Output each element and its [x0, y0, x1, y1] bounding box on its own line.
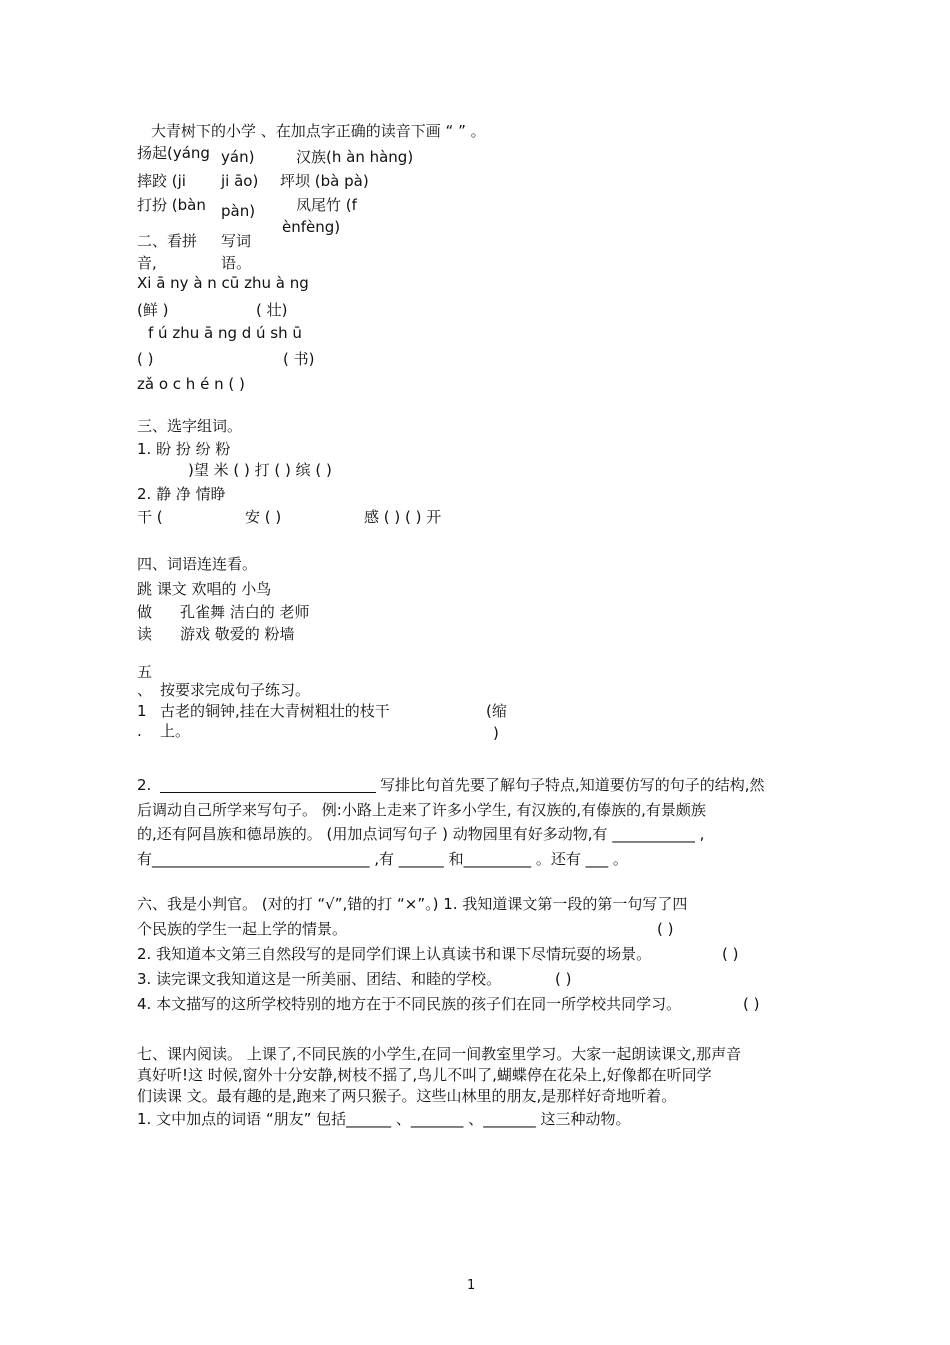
section-7-line-2: 真好听!这 时候,窗外十分安静,树枝不摇了,鸟儿不叫了,蝴蝶停在花朵上,好像都在听同学: [137, 1066, 712, 1084]
page-number: 1: [467, 1278, 476, 1293]
pinyin-row-2: f ú zhu ā ng d ú sh ū: [148, 324, 302, 342]
char-group-2-blank-b: 安 ( ): [245, 508, 282, 526]
section-2-title-c: 音,: [137, 254, 157, 272]
section-2-title-b: 写词: [221, 232, 252, 250]
section-7-line-3: 们读课 文。最有趣的是,跑来了两只猴子。这些山林里的朋友,是那样好奇地听着。: [137, 1087, 677, 1105]
q1-word-3: 摔跤 (ji: [137, 172, 186, 190]
answer-blank-2: ( 壮): [256, 301, 288, 319]
answer-blank-3: ( ): [137, 350, 154, 368]
q1-word-4: 坪坝 (bà pà): [280, 172, 369, 190]
char-group-1: 1. 盼 扮 纷 粉: [137, 440, 231, 458]
exercise-1-sentence-end: 上。: [160, 722, 191, 740]
section-6-line-4: 3. 读完课文我知道这是一所美丽、团结、和睦的学校。: [137, 970, 502, 988]
judge-blank-2: ( ): [722, 945, 739, 963]
q1-word-5: 打扮 (bàn: [137, 196, 206, 214]
char-group-1-blanks: )望 米 ( ) 打 ( ) 缤 ( ): [188, 461, 332, 479]
exercise-1-instruction-close: ): [493, 724, 499, 742]
char-group-2-blank-c: 感 ( ) ( ) 开: [364, 508, 442, 526]
section-6-line-5: 4. 本文描写的这所学校特别的地方在于不同民族的孩子们在同一所学校共同学习。: [137, 995, 682, 1013]
exercise-2-line-2: 后调动自己所学来写句子。 例:小路上走来了许多小学生, 有汉族的,有傣族的,有景颇族: [137, 801, 706, 819]
section-2-title-d: 语。: [221, 254, 252, 272]
section-6-line-1: 六、我是小判官。 (对的打 “√”,错的打 “×”。) 1. 我知道课文第一段的第一句写了四: [137, 895, 688, 913]
section-5-title: 按要求完成句子练习。: [160, 681, 311, 699]
exercise-1-dot: .: [137, 722, 142, 740]
exercise-2-line-4: 有_____________________________ ,有 ______ 和_________ 。还有 ___ 。: [137, 850, 628, 868]
judge-blank-4: ( ): [743, 995, 760, 1013]
match-row-2-words: 孔雀舞 洁白的 老师: [180, 603, 310, 621]
pinyin-row-3: zǎ o c h é n ( ): [137, 375, 245, 393]
section-2-title-a: 二、看拼: [137, 232, 198, 250]
exercise-2-line-1: 写排比句首先要了解句子特点,知道要仿写的句子的结构,然: [380, 776, 765, 794]
q1-word-6: 凤尾竹 (f: [296, 196, 357, 214]
q1-pinyin-5: pàn): [221, 202, 256, 220]
section-7-question-1: 1. 文中加点的词语 “朋友” 包括______ 、_______ 、_______ 这三种动物。: [137, 1110, 631, 1128]
exercise-2-answer-line: [160, 792, 376, 793]
match-row-3-verb: 读: [137, 625, 153, 643]
exercise-1-sentence: 古老的铜钟,挂在大青树粗壮的枝干: [160, 702, 390, 720]
char-group-2: 2. 静 净 情睁: [137, 485, 226, 503]
section-3-title: 三、选字组词。: [137, 417, 243, 435]
match-row-2-verb: 做: [137, 603, 153, 621]
judge-blank-3: ( ): [555, 970, 572, 988]
section-6-line-3: 2. 我知道本文第三自然段写的是同学们课上认真读书和课下尽情玩耍的场景。: [137, 945, 652, 963]
answer-blank-1: (鲜 ): [137, 301, 169, 319]
answer-blank-4: ( 书): [283, 350, 315, 368]
section-6-line-2: 个民族的学生一起上学的情景。: [137, 920, 348, 938]
q1-pinyin-3: ji āo): [221, 172, 259, 190]
judge-blank-1: ( ): [657, 920, 674, 938]
char-group-2-blank-a: 干 (: [137, 508, 163, 526]
exercise-1-instruction: (缩: [486, 702, 507, 720]
pinyin-row-1: Xi ā ny à n cū zhu à ng: [137, 274, 309, 292]
match-row-3-words: 游戏 敬爱的 粉墙: [180, 625, 295, 643]
q1-pinyin-1: yán): [221, 148, 255, 166]
section-7-line-1: 七、课内阅读。 上课了,不同民族的小学生,在同一间教室里学习。大家一起朗读课文,那声音: [137, 1045, 742, 1063]
q1-word-1: 扬起(yáng: [137, 144, 210, 162]
section-1-title: 大青树下的小学 、在加点字正确的读音下画 “ ” 。: [151, 122, 486, 140]
section-5-number: 五: [137, 663, 153, 681]
exercise-2-line-3: 的,还有阿昌族和德昂族的。 (用加点词写句子 ) 动物园里有好多动物,有 ___________ ,: [137, 825, 705, 843]
q1-word-2: 汉族(h àn hàng): [296, 148, 414, 166]
section-5-separator: 、: [137, 681, 153, 699]
exercise-2-number: 2.: [137, 776, 152, 794]
q1-pinyin-6: ènfèng): [282, 218, 341, 236]
match-row-1: 跳 课文 欢唱的 小鸟: [137, 580, 272, 598]
exercise-1-number: 1: [137, 702, 147, 720]
section-4-title: 四、词语连连看。: [137, 555, 258, 573]
